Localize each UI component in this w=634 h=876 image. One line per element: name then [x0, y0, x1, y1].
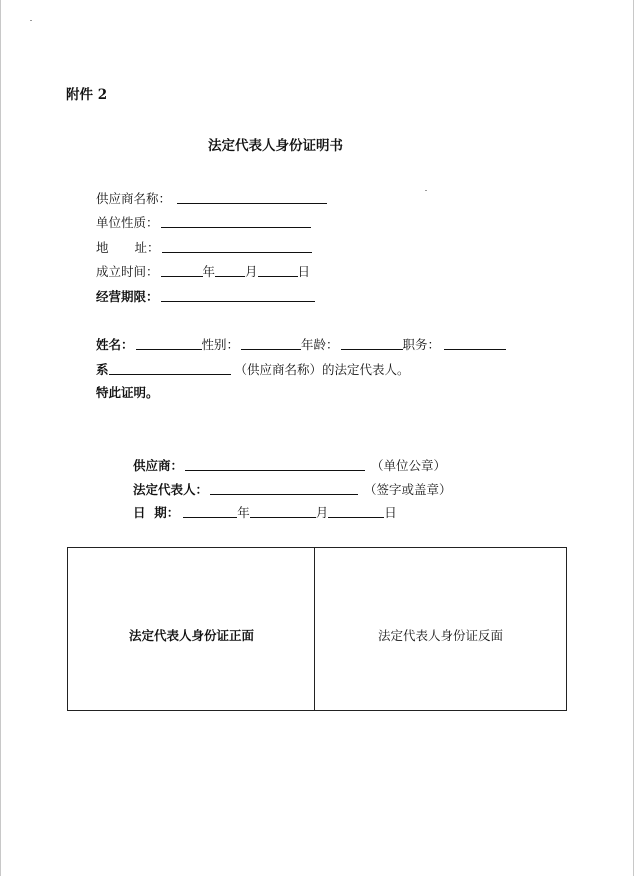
- established-label: 成立时间：: [96, 264, 159, 279]
- certify-text: 特此证明。: [96, 385, 159, 400]
- name-label: 姓名：: [96, 337, 134, 352]
- sig-rep-label: 法定代表人：: [133, 482, 209, 497]
- established-day-unit: 日: [297, 264, 311, 279]
- is-prefix: 系: [96, 362, 109, 377]
- address-label-part2: 址：: [134, 240, 160, 255]
- name-blank[interactable]: [136, 348, 202, 350]
- id-card-divider: [314, 547, 315, 711]
- established-year-blank[interactable]: [161, 275, 203, 277]
- sig-supplier-label: 供应商：: [133, 458, 184, 473]
- supplier-name-label: 供应商名称：: [96, 191, 172, 206]
- sig-rep-row: [133, 480, 452, 498]
- sig-date-row: [133, 503, 397, 521]
- sig-supplier-note: （单位公章）: [371, 458, 447, 473]
- rep-info-row: [96, 335, 506, 353]
- gender-blank[interactable]: [241, 348, 301, 350]
- id-card-back-label: 法定代表人身份证反面: [378, 628, 504, 643]
- established-year-unit: 年: [202, 264, 216, 279]
- established-month-unit: 月: [245, 264, 258, 279]
- position-blank[interactable]: [444, 348, 506, 350]
- address-blank[interactable]: [162, 251, 312, 253]
- supplier-name-row: [96, 189, 327, 207]
- sig-date-year-blank[interactable]: [183, 516, 237, 518]
- sig-date-label: 日 期：: [133, 505, 180, 520]
- address-label-part1: 地: [96, 240, 109, 255]
- business-term-row: [96, 287, 315, 305]
- sig-date-day-unit: 日: [384, 505, 397, 520]
- is-rep-row: [96, 360, 410, 378]
- sig-supplier-blank[interactable]: [185, 469, 365, 471]
- age-label: 年龄：: [301, 337, 339, 352]
- established-day-blank[interactable]: [258, 275, 298, 277]
- supplier-name-blank-2[interactable]: [109, 373, 231, 375]
- address-row: [96, 238, 312, 256]
- gender-label: 性别：: [201, 337, 240, 352]
- sig-supplier-row: [133, 456, 446, 474]
- unit-nature-row: [96, 213, 311, 231]
- established-month-blank[interactable]: [215, 275, 245, 277]
- established-row: [96, 262, 310, 280]
- sig-rep-note: （签字或盖章）: [364, 482, 452, 497]
- business-term-blank[interactable]: [161, 300, 315, 302]
- scan-speck: [425, 190, 427, 191]
- id-card-front-label: 法定代表人身份证正面: [129, 628, 255, 643]
- attachment-label: 附件 2: [66, 87, 108, 103]
- scan-speck: [30, 20, 32, 21]
- is-suffix: （供应商名称）的法定代表人。: [234, 362, 410, 377]
- sig-date-year-unit: 年: [237, 505, 250, 520]
- sig-date-month-blank[interactable]: [250, 516, 316, 518]
- business-term-label: 经营期限：: [96, 289, 159, 304]
- unit-nature-blank[interactable]: [161, 226, 311, 228]
- sig-date-day-blank[interactable]: [328, 516, 384, 518]
- sig-date-month-unit: 月: [315, 505, 329, 520]
- document-title: 法定代表人身份证明书: [208, 138, 343, 154]
- unit-nature-label: 单位性质：: [96, 215, 159, 230]
- position-label: 职务：: [402, 337, 441, 352]
- age-blank[interactable]: [341, 348, 403, 350]
- page-border-left: [0, 0, 1, 876]
- sig-rep-blank[interactable]: [210, 493, 358, 495]
- supplier-name-blank[interactable]: [177, 202, 327, 204]
